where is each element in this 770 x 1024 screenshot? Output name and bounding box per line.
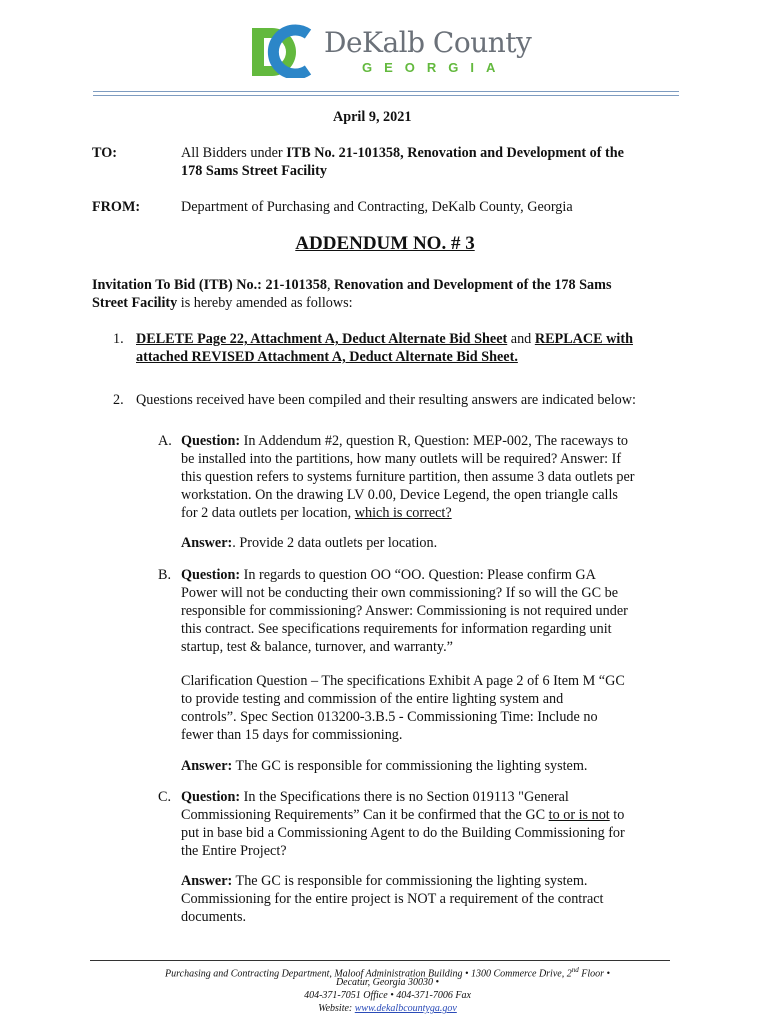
footer-sup: nd — [571, 966, 579, 974]
logo-text: DeKalb County — [324, 26, 532, 59]
footer-floor: Floor • — [578, 968, 610, 980]
clarification-b-line-1: Clarification Question – The specifications Exhibit A page 2 of 6 Item M “GC — [181, 673, 625, 689]
question-b-text-1: In regards to question OO “OO. Question: Please confirm GA — [240, 567, 596, 583]
intro-project-name: Renovation and Development of the 178 Sams — [330, 277, 612, 293]
question-a-label: Question: — [181, 433, 241, 449]
footer-rule — [90, 960, 670, 961]
answer-b — [181, 757, 587, 775]
memo-date: April 9, 2021 — [333, 109, 412, 125]
clarification-b-line-2: to provide testing and commission of the entire lighting system and — [181, 691, 564, 707]
intro-comma: , — [326, 277, 331, 293]
intro-facility: Street Facility — [92, 295, 178, 311]
question-a-line-1 — [181, 432, 628, 450]
question-c-text-1: In the Specifications there is no Section 019113 "General — [240, 789, 569, 805]
answer-b-label: Answer: — [181, 758, 233, 774]
question-c-line-4: the Entire Project? — [181, 843, 287, 859]
question-a-text-5: for 2 data outlets per location, — [181, 505, 355, 521]
question-a-line-5 — [181, 504, 452, 522]
question-a-letter: A. — [158, 433, 172, 449]
intro-rest: is hereby amended as follows: — [177, 295, 353, 311]
item-1-line-2: attached REVISED Attachment A, Deduct Alternate Bid Sheet. — [136, 349, 518, 365]
footer-website-label: Website: — [318, 1003, 355, 1014]
item-1-line-1 — [136, 330, 633, 348]
question-a-line-4: workstation. On the drawing LV 0.00, Device Legend, the open triangle calls — [181, 487, 618, 503]
answer-b-text: The GC is responsible for commissioning the lighting system. — [232, 758, 588, 774]
answer-c-line-3: documents. — [181, 909, 247, 925]
header-rule-bottom — [93, 95, 679, 96]
question-c-line-2 — [181, 806, 624, 824]
answer-a — [181, 534, 437, 552]
item-1-number: 1. — [113, 331, 124, 347]
question-c-letter: C. — [158, 789, 172, 805]
item-1-and: and — [507, 331, 535, 347]
logo-subtext: GEORGIA — [362, 60, 508, 75]
answer-c-label: Answer: — [181, 873, 233, 889]
question-b-line-3: responsible for commissioning? Answer: Commissioning is not required under — [181, 603, 628, 619]
to-prefix: All Bidders under — [181, 145, 287, 161]
dekalb-county-logo — [246, 22, 536, 80]
question-b-line-1 — [181, 566, 596, 584]
item-2-number: 2. — [113, 392, 124, 408]
to-line-1 — [181, 144, 624, 162]
clarification-b-line-4: fewer than 15 days for commissioning. — [181, 727, 403, 743]
footer-line-4 — [90, 1003, 685, 1016]
from-text: Department of Purchasing and Contracting, DeKalb County, Georgia — [181, 199, 573, 215]
website-link[interactable]: www.dekalbcountyga.gov — [354, 1003, 457, 1014]
intro-line-2 — [92, 294, 353, 312]
footer-address: Purchasing and Contracting Department, Maloof Administration Building • 1300 Commerce Drive, 2 — [165, 968, 572, 980]
to-line-2: 178 Sams Street Facility — [181, 163, 327, 179]
question-a-text-1: In Addendum #2, question R, Question: MEP-002, The raceways to — [240, 433, 629, 449]
question-b-line-4: this contract. See specifications requirements for information regarding unit — [181, 621, 612, 637]
footer-line-3: 404-371-7051 Office • 404-371-7006 Fax — [304, 990, 471, 1001]
addendum-title: ADDENDUM NO. # 3 — [295, 233, 475, 254]
question-b-label: Question: — [181, 567, 241, 583]
intro-line-1 — [92, 276, 611, 294]
item-2-text: Questions received have been compiled and their resulting answers are indicated below: — [136, 392, 636, 408]
item-1-replace: REPLACE with — [534, 331, 633, 347]
intro-itb-number: Invitation To Bid (ITB) No.: 21-101358 — [92, 277, 327, 293]
question-c-text-2b: to — [609, 807, 625, 823]
question-c-line-3: put in base bid a Commissioning Agent to do the Building Commissioning for — [181, 825, 625, 841]
question-a-line-2: be installed into the partitions, how many outlets will be required? Answer: If — [181, 451, 622, 467]
question-c-text-2a: Commissioning Requirements” Can it be confirmed that the GC — [181, 807, 549, 823]
answer-a-label: Answer: — [181, 535, 233, 551]
to-itb-reference: ITB No. 21-101358, Renovation and Development of the — [286, 145, 624, 161]
answer-c-line-2: Commissioning for the entire project is NOT a requirement of the contract — [181, 891, 604, 907]
clarification-b-line-3: controls”. Spec Section 013200-3.B.5 - Commissioning Time: Include no — [181, 709, 598, 725]
from-label: FROM: — [92, 199, 141, 215]
to-label: TO: — [92, 145, 117, 161]
item-1-delete: DELETE Page 22, Attachment A, Deduct Alternate Bid Sheet — [136, 331, 508, 347]
question-c-underlined: to or is not — [548, 807, 610, 823]
answer-c-text-1: The GC is responsible for commissioning the lighting system. — [232, 873, 588, 889]
question-c-line-1 — [181, 788, 569, 806]
question-b-line-5: startup, test & balance, turnover, and warranty.” — [181, 639, 453, 655]
footer-line-2: Decatur, Georgia 30030 • — [335, 977, 440, 988]
header-rule-top — [93, 91, 679, 92]
answer-c-line-1 — [181, 872, 587, 890]
question-a-line-3: this question refers to systems furniture partition, then assume 3 data outlets per — [181, 469, 635, 485]
question-c-label: Question: — [181, 789, 241, 805]
dc-logo-mark-icon — [246, 22, 316, 78]
question-a-underlined: which is correct? — [354, 505, 452, 521]
question-b-line-2: Power will not be conducting their own commissioning? If so will the GC be — [181, 585, 618, 601]
question-b-letter: B. — [158, 567, 172, 583]
answer-a-text: . Provide 2 data outlets per location. — [232, 535, 438, 551]
